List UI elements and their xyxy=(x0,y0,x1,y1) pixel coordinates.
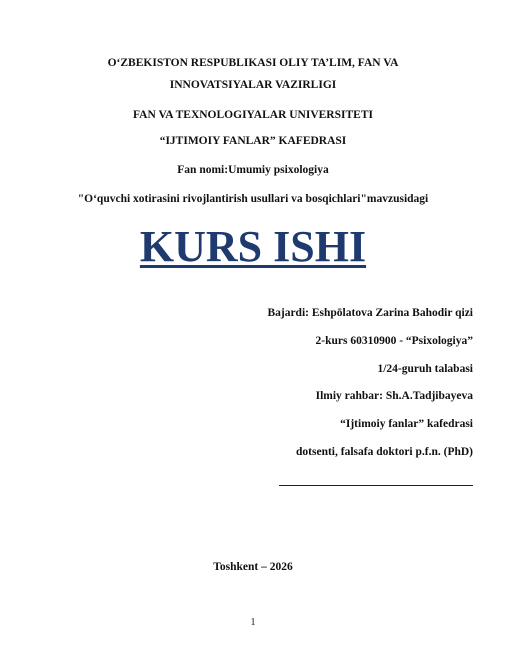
supervisor-department-line: “Ijtimoiy fanlar” kafedrasi xyxy=(340,418,473,430)
ministry-line-1: O‘ZBEKISTON RESPUBLIKASI OLIY TA’LIM, FAN VA xyxy=(107,57,399,69)
supervisor-title-line: dotsenti, falsafa doktori p.f.n. (PhD) xyxy=(296,446,473,458)
course-line: 2-kurs 60310900 - “Psixologiya” xyxy=(315,335,473,347)
group-line: 1/24-guruh talabasi xyxy=(377,363,473,375)
document-title: KURS ISHI xyxy=(139,222,367,271)
department-name: “IJTIMOIY FANLAR” KAFEDRASI xyxy=(159,135,347,147)
ministry-line-2: INNOVATSIYALAR VAZIRLIGI xyxy=(169,79,337,91)
supervisor-line: Ilmiy rahbar: Sh.A.Tadjibayeva xyxy=(315,390,473,402)
city-year: Toshkent – 2026 xyxy=(213,561,293,573)
author-line: Bajardi: Eshpōlatova Zarina Bahodir qizi xyxy=(267,307,473,319)
topic-line: "O‘quvchi xotirasini rivojlantirish usullari va bosqichlari"mavzusidagi xyxy=(77,193,429,205)
subject-name: Fan nomi:Umumiy psixologiya xyxy=(177,164,329,176)
signature-line xyxy=(279,485,473,486)
page-number: 1 xyxy=(250,617,256,628)
university-name: FAN VA TEXNOLOGIYALAR UNIVERSITETI xyxy=(133,109,373,121)
